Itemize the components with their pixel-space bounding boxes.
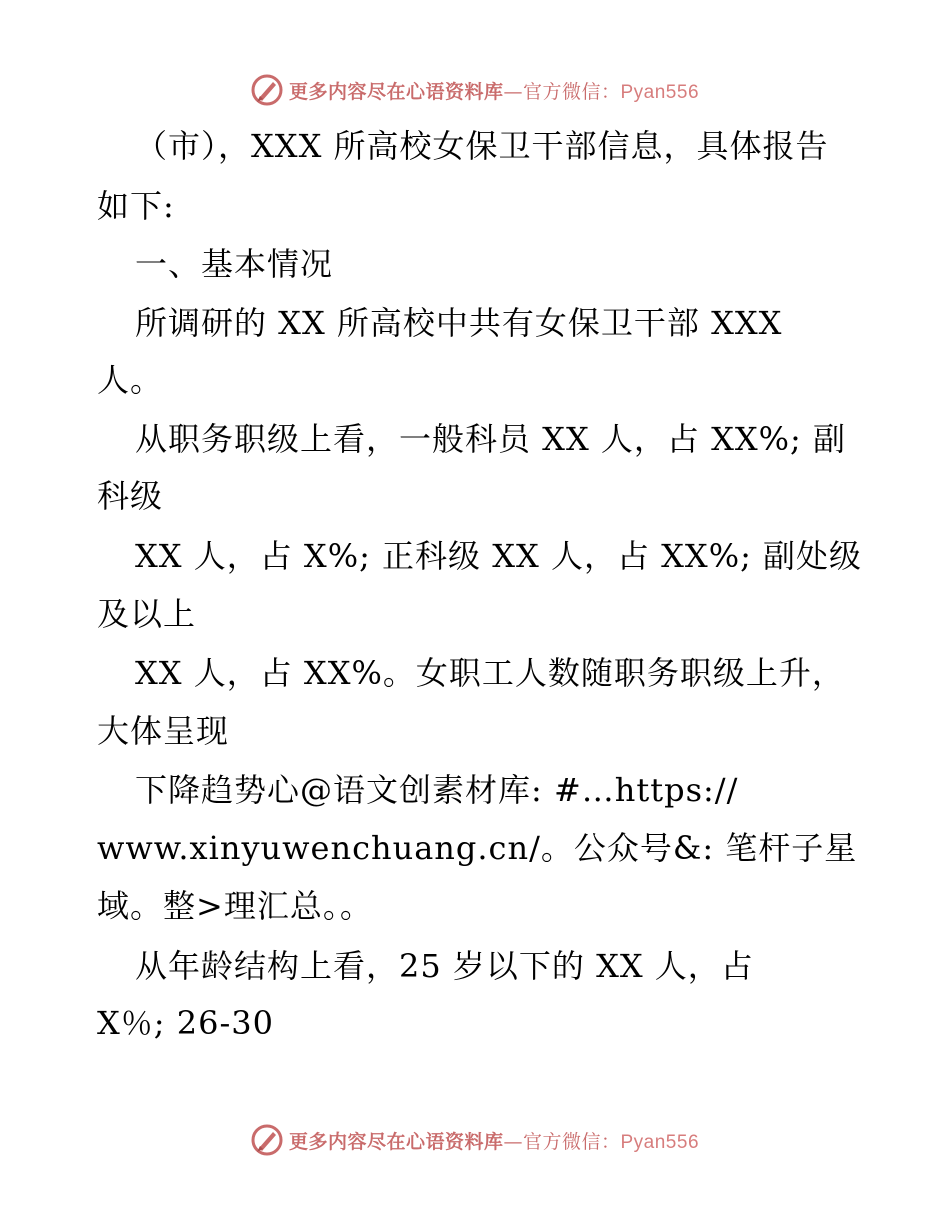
text-line: 大体呈现 <box>97 712 230 750</box>
watermark-text: 更多内容尽在心语资料库—官方微信：Pyan556 <box>288 1130 700 1153</box>
text-line: 科级 <box>97 477 164 515</box>
pen-logo-icon <box>251 1124 283 1156</box>
section-heading: 一、基本情况 <box>135 245 334 283</box>
text-line: www.xinyuwenchuang.cn/。公众号&: 笔杆子星 <box>97 829 858 867</box>
text-line: XX 人，占 X%; 正科级 XX 人，占 XX%; 副处级 <box>135 537 863 575</box>
pen-logo-icon <box>251 74 283 106</box>
text-line: 下降趋势心@语文创素材库: #…https:// <box>135 771 739 809</box>
header-watermark <box>0 70 950 110</box>
text-line: 人。 <box>97 361 164 399</box>
text-line: X％; 26-30 <box>97 1004 274 1042</box>
text-line: 域。整>理汇总。。 <box>97 887 373 925</box>
text-line: 及以上 <box>97 595 197 633</box>
text-line: 所调研的 XX 所高校中共有女保卫干部 XXX <box>135 304 783 342</box>
text-line: 如下: <box>97 187 175 225</box>
text-line: （市），XXX 所高校女保卫干部信息，具体报告 <box>135 127 829 165</box>
watermark-text: 更多内容尽在心语资料库—官方微信：Pyan556 <box>288 80 700 103</box>
text-line: 从年龄结构上看，25 岁以下的 XX 人，占 <box>135 947 754 985</box>
text-line: XX 人，占 XX%。女职工人数随职务职级上升， <box>135 654 845 692</box>
footer-watermark <box>0 1120 950 1160</box>
text-line: 从职务职级上看，一般科员 XX 人，占 XX%; 副 <box>135 420 847 458</box>
